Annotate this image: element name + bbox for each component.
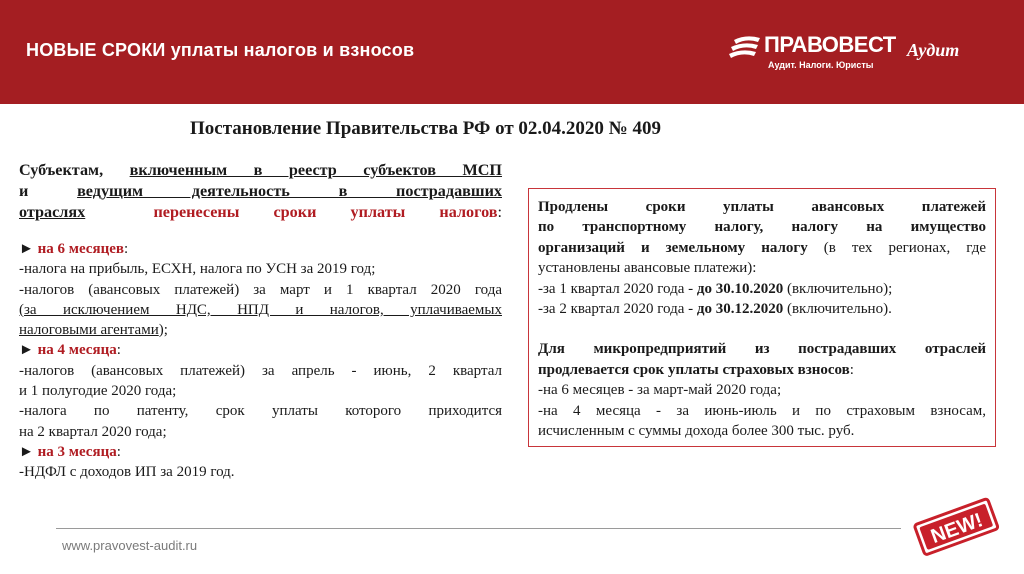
box-line: Продлены сроки уплаты авансовых платежей (538, 199, 986, 215)
lead-text-2: включенным в реестр субъектов МСП (129, 161, 503, 179)
section-colon: : (116, 443, 121, 460)
list-item: (за исключением НДС, НПД и налогов, уплачиваемых (19, 301, 502, 318)
list-item: -налогов (авансовых платежей) за март и 1 квартал 2020 года (19, 281, 502, 298)
q1-suffix: (включительно); (783, 280, 893, 297)
q2-date: до 30.12.2020 (696, 301, 784, 318)
header-banner (0, 0, 1024, 104)
box-line: продлевается срок уплаты страховых взносов (538, 361, 850, 378)
logo-swoosh-icon (728, 34, 762, 62)
arrow-icon: ► (19, 241, 34, 257)
section-4-months (19, 340, 502, 441)
lead-paragraph (19, 160, 502, 223)
advance-payments-box (528, 188, 996, 447)
q2-suffix: (включительно). (783, 301, 892, 318)
box-line-rest: (в тех регионах, где (807, 239, 986, 256)
logo-tagline: Аудит. Налоги. Юристы (768, 60, 874, 70)
section-colon: : (116, 342, 121, 359)
box-line-colon: : (849, 361, 854, 378)
page-title: НОВЫЕ СРОКИ уплаты налогов и взносов (26, 40, 415, 60)
section-heading: на 3 месяца (37, 443, 117, 460)
section-6-months (19, 239, 502, 340)
list-item: -налога по патенту, срок уплаты которого приходится (19, 403, 502, 420)
q1-prefix: -за 1 квартал 2020 года - (538, 280, 697, 297)
decree-title: Постановление Правительства РФ от 02.04.2020 № 409 (190, 118, 662, 139)
q2-prefix: -за 2 квартал 2020 года - (538, 301, 697, 318)
q1-date: до 30.10.2020 (696, 280, 784, 297)
arrow-icon: ► (19, 342, 34, 359)
box-line: исчисленным с суммы дохода более 300 тыс. руб. (538, 423, 855, 440)
list-item: на 2 квартал 2020 года; (19, 423, 167, 440)
lead-text-6-highlight: перенесены сроки уплаты налогов (153, 203, 498, 221)
box-line: -на 4 месяца - за июнь-июль и по страховым взносам, (538, 402, 986, 419)
list-item: и 1 полугодие 2020 года; (19, 383, 177, 400)
new-badge-stamp-icon (906, 494, 1006, 564)
lead-text-4: ведущим деятельность в пострадавших (77, 182, 502, 200)
box-line: -на 6 месяцев - за март-май 2020 года; (538, 382, 782, 399)
lead-text-3: и (19, 182, 29, 200)
list-item: налоговыми агентами (19, 322, 159, 339)
lead-text-5: отраслях (19, 203, 86, 221)
left-column (19, 160, 502, 483)
section-heading: на 6 месяцев (37, 241, 124, 257)
list-item: -налогов (авансовых платежей) за апрель - июнь, 2 квартал (19, 362, 502, 379)
box-line-bold: организаций и земельному налогу (538, 239, 808, 256)
list-item: -налога на прибыль, ЕСХН, налога по УСН за 2019 год; (19, 261, 376, 278)
box-line: установлены авансовые платежи): (538, 260, 757, 277)
list-item: -НДФЛ с доходов ИП за 2019 год. (19, 464, 235, 481)
box-line: Для микропредприятий из пострадавших отраслей (538, 341, 986, 358)
logo-name: ПРАВОВЕСТ (764, 32, 896, 57)
badge-text: NEW! (928, 509, 986, 549)
footer-website-link[interactable]: www.pravovest-audit.ru (62, 538, 198, 553)
pravovest-logo[interactable] (728, 30, 978, 75)
section-heading: на 4 месяца (37, 342, 117, 359)
logo-suffix: Аудит (907, 40, 960, 60)
box-line: по транспортному налогу, налогу на имущество (538, 219, 986, 236)
footer-divider (56, 528, 901, 529)
lead-text-1: Субъектам, (19, 161, 104, 179)
arrow-icon: ► (19, 443, 34, 460)
list-item-end: ); (158, 322, 168, 339)
section-3-months (19, 442, 502, 483)
lead-text-7: : (497, 203, 503, 221)
section-colon: : (123, 241, 129, 257)
